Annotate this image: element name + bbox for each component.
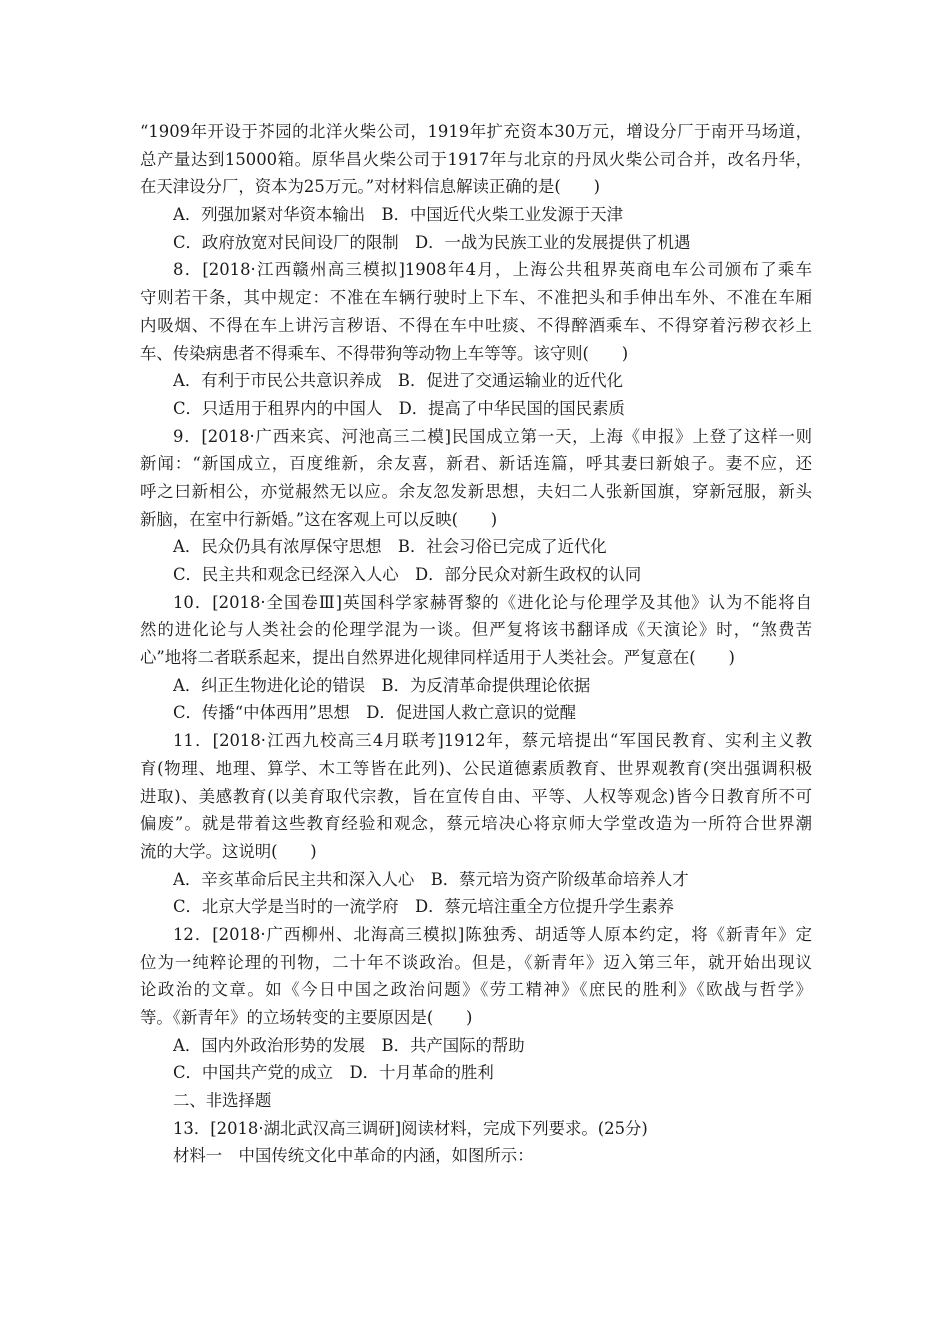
q7-material-line-3: 在天津设分厂，资本为25万元。”对材料信息解读正确的是( ) (140, 177, 600, 197)
q12-options-ab: A．国内外政治形势的发展 B．共产国际的帮助 (173, 1035, 525, 1055)
q11-stem-line-5: 流的大学。这说明( ) (140, 841, 317, 861)
section-heading: 二、非选择题 (173, 1091, 272, 1111)
q12-stem-line-4: 等。《新青年》的立场转变的主要原因是( ) (140, 1008, 473, 1027)
q8-stem-line-2: 守则若干条，其中规定：不准在车辆行驶时上下车、不准把头和手伸出车外、不准在车厢 (140, 288, 812, 308)
q10-stem-line-2: 然的进化论与人类社会的伦理学混为一谈。但严复将该书翻译成《天演论》时，“煞费苦 (140, 620, 812, 640)
q10-options-cd: C．传播“中体西用”思想 D．促进国人救亡意识的觉醒 (173, 703, 577, 723)
q11-options-cd: C．北京大学是当时的一流学府 D．蔡元培注重全方位提升学生素养 (173, 897, 675, 917)
q7-options-cd: C．政府放宽对民间设厂的限制 D．一战为民族工业的发展提供了机遇 (173, 232, 691, 252)
q9-stem-line-4: 新脑，在室中行新婚。”这在客观上可以反映( ) (140, 509, 498, 529)
q9-options-cd: C．民主共和观念已经深入人心 D．部分民众对新生政权的认同 (173, 565, 642, 584)
q11-stem-line-3: 进取)、美感教育(以美育取代宗教，旨在宣传自由、平等、人权等观念)皆今日教育所不可 (140, 786, 812, 806)
q13-stem: 13．[2018·湖北武汉高三调研]阅读材料，完成下列要求。(25分) (173, 1118, 648, 1138)
q8-stem-line-4: 车、传染病患者不得乘车、不得带狗等动物上车等等。该守则( ) (140, 343, 629, 363)
q12-stem-line-1: 12．[2018·广西柳州、北海高三模拟]陈独秀、胡适等人原本约定，将《新青年》定 (173, 924, 812, 944)
q12-stem-line-3: 论政治的文章。如《今日中国之政治问题》《劳工精神》《庶民的胜利》《欧战与哲学》 (140, 980, 812, 1000)
question-text-block (140, 118, 812, 1170)
q8-options-cd: C．只适用于租界内的中国人 D．提高了中华民国的国民素质 (173, 398, 625, 418)
q7-options-ab: A．列强加紧对华资本输出 B．中国近代火柴工业发源于天津 (173, 205, 624, 225)
q9-options-ab: A．民众仍具有浓厚保守思想 B．社会习俗已完成了近代化 (173, 537, 607, 557)
q11-stem-line-1: 11．[2018·江西九校高三4月联考]1912年，蔡元培提出“军国民教育、实利主义教 (173, 731, 812, 751)
q12-stem-line-2: 位为一纯粹论理的刊物，二十年不谈政治。但是，《新青年》迈入第三年，就开始出现议 (140, 952, 812, 972)
q11-stem-line-2: 育(物理、地理、算学、木工等皆在此列)、公民道德素质教育、世界观教育(突出强调积极 (140, 758, 812, 778)
q10-stem-line-1: 10．[2018·全国卷Ⅲ]英国科学家赫胥黎的《进化论与伦理学及其他》认为不能将自 (173, 592, 812, 612)
q11-options-ab: A．辛亥革命后民主共和深入人心 B．蔡元培为资产阶级革命培养人才 (173, 869, 689, 889)
q8-options-ab: A．有利于市民公共意识养成 B．促进了交通运输业的近代化 (173, 371, 624, 391)
q8-stem-line-3: 内吸烟、不得在车上讲污言秽语、不得在车中吐痰、不得醉酒乘车、不得穿着污秽衣衫上 (140, 315, 812, 335)
q13-material-one: 材料一 中国传统文化中革命的内涵，如图所示： (173, 1146, 534, 1166)
q10-options-ab: A．纠正生物进化论的错误 B．为反清革命提供理论依据 (173, 675, 591, 695)
q8-stem-line-1: 8．[2018·江西赣州高三模拟]1908年4月，上海公共租界英商电车公司颁布了乘车 (173, 260, 812, 280)
q10-stem-line-3: 心”地将二者联系起来，提出自然界进化规律同样适用于人类社会。严复意在( ) (140, 648, 735, 668)
q7-material-line-1: “1909年开设于芥园的北洋火柴公司，1919年扩充资本30万元，增设分厂于南开马场道， (140, 122, 812, 141)
q11-stem-line-4: 偏废”。就是带着这些教育经验和观念，蔡元培决心将京师大学堂改造为一所符合世界潮 (140, 814, 812, 834)
q7-material-line-2: 总产量达到15000箱。原华昌火柴公司于1917年与北京的丹凤火柴公司合并，改名丹华， (140, 149, 812, 169)
q12-options-cd: C．中国共产党的成立 D．十月革命的胜利 (173, 1063, 494, 1083)
q9-stem-line-2: 新闻：“新国成立，百度维新，余友喜，新君、新话连篇，呼其妻曰新娘子。妻不应，还 (140, 454, 812, 474)
q9-stem-line-1: 9．[2018·广西来宾、河池高三二模]民国成立第一天，上海《申报》上登了这样一则 (173, 426, 812, 446)
q9-stem-line-3: 呼之曰新相公，亦觉赧然无以应。余友忽发新思想，夫妇二人张新国旗，穿新冠服，新头 (140, 481, 812, 501)
